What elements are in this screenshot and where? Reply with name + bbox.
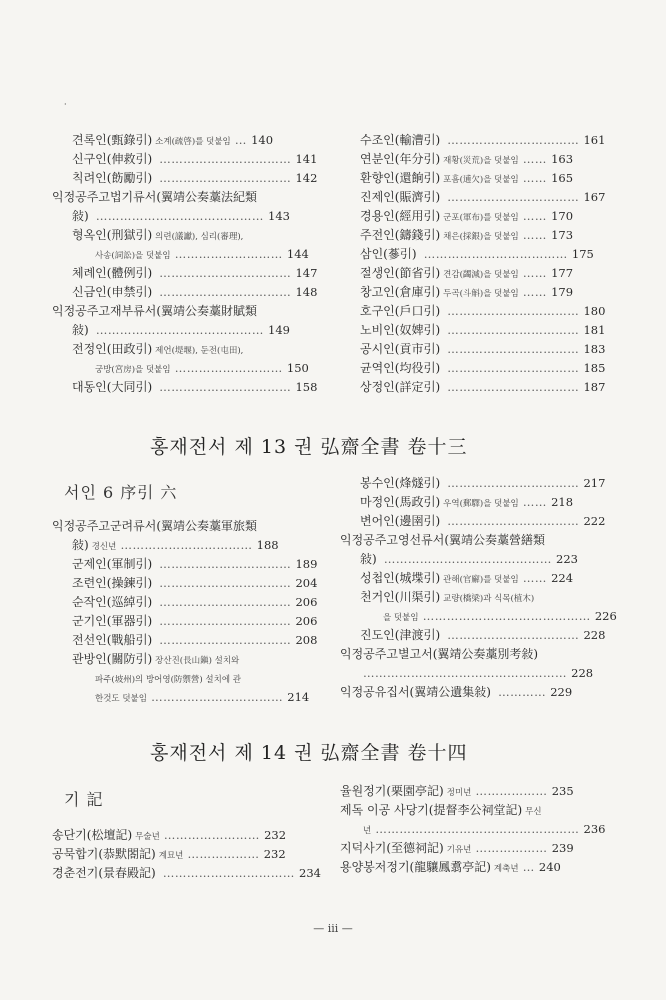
toc-entry: [360, 476, 606, 495]
toc-entry-pg: 141: [295, 152, 318, 166]
toc-entry-dots: ……………………………: [443, 342, 584, 356]
toc-entry: [340, 647, 588, 666]
toc-entry-note: 재황(災荒)을 덧붙임: [443, 156, 519, 166]
toc-entry-title: 익정공주고별고서(翼靖公奏藁別考敍): [340, 647, 539, 661]
toc-entry: [360, 285, 588, 304]
toc-entry-dots: ……………………………: [158, 866, 300, 880]
toc-entry-dots: …: [230, 133, 252, 147]
toc-entry-pg: 228: [583, 628, 606, 642]
toc-entry-title: 익정공주고법기류서(翼靖公奏藁法紀類: [52, 190, 258, 204]
toc-entry-dots: ……………………………………: [91, 323, 268, 337]
toc-entry-dots: ……: [518, 171, 552, 185]
toc-entry: [360, 571, 588, 590]
toc-entry: [360, 171, 588, 190]
toc-entry-dots: ……………………………: [155, 380, 296, 394]
toc-entry: [360, 495, 588, 514]
toc-entry-title: 敍): [72, 323, 89, 337]
toc-entry-title: 율원정기(栗園亭記): [340, 784, 444, 798]
toc-entry-dots: …………: [493, 685, 551, 699]
toc-entry: [72, 633, 318, 652]
toc-entry-pg: 204: [295, 576, 318, 590]
toc-entry: [72, 209, 300, 228]
toc-entry-dots: ……………………………………………: [371, 822, 584, 836]
toc-entry-dots: ……: [518, 571, 552, 585]
toc-entry-title: 지덕사기(至德祠記): [340, 841, 444, 855]
toc-entry-dots: ……………………: [159, 828, 265, 842]
toc-entry-title: 익정공주고군려류서(翼靖公奏藁軍旅類: [52, 519, 258, 533]
toc-entry-pg: 208: [295, 633, 318, 647]
toc-column-left-b: [52, 519, 318, 709]
toc-entry-pg: 189: [295, 557, 318, 571]
toc-entry-title: 용양봉저정기(龍驤鳳翥亭記): [340, 860, 491, 874]
toc-entry-dots: ……: [518, 495, 552, 509]
volume-13-heading: 홍재전서 제 13 권 弘齋全書 卷十三: [150, 436, 468, 458]
toc-entry-note: 경신년: [91, 542, 117, 552]
toc-entry-title: 경춘전기(景春殿記): [52, 866, 156, 880]
toc-entry-dots: ……………………………: [146, 690, 288, 704]
toc-entry-dots: ……………………………: [443, 514, 584, 528]
toc-entry-note: 장산진(長山鎭) 설치와: [155, 656, 240, 666]
toc-entry-note: 계묘년: [158, 851, 184, 861]
toc-entry-title: 敍): [72, 209, 89, 223]
toc-entry-title: 변어인(邊圉引): [360, 514, 441, 528]
toc-entry-pg: 223: [556, 552, 578, 566]
toc-entry-dots: ……………………………: [155, 152, 296, 166]
toc-entry-pg: 158: [295, 380, 318, 394]
toc-entry-title: 진도인(津渡引): [360, 628, 441, 642]
toc-entry-pg: 206: [295, 595, 318, 609]
toc-entry: [72, 652, 300, 671]
toc-entry-dots: ……………………………………: [418, 609, 595, 623]
toc-entry-dots: ……………………………: [155, 576, 296, 590]
toc-column-left-a: [52, 133, 318, 399]
toc-entry-note: 무신: [525, 807, 542, 817]
toc-entry-pg: 226: [594, 609, 617, 623]
toc-entry: [360, 590, 588, 609]
toc-entry-dots: ………………: [471, 784, 552, 798]
toc-entry-title: 호구인(戶口引): [360, 304, 441, 318]
toc-entry-pg: 187: [583, 380, 606, 394]
toc-entry-pg: 180: [583, 304, 606, 318]
toc-entry: [360, 228, 588, 247]
toc-entry: [340, 860, 588, 879]
toc-entry-pg: 218: [551, 495, 574, 509]
toc-entry-title: 조련인(操鍊引): [72, 576, 153, 590]
toc-entry-title: 창고인(倉庫引): [360, 285, 441, 299]
toc-entry-dots: ……: [518, 152, 552, 166]
toc-entry-dots: ……………………………: [155, 614, 296, 628]
toc-entry: [360, 304, 606, 323]
volume-13-subheading: 서인 6 序引 六: [64, 483, 178, 502]
toc-entry-title: 敍): [72, 538, 89, 552]
toc-entry: [72, 285, 318, 304]
toc-entry-title: 연분인(年分引): [360, 152, 441, 166]
toc-entry-pg: 224: [551, 571, 574, 585]
toc-entry: [92, 247, 309, 266]
toc-entry-dots: ……………………………: [443, 476, 584, 490]
toc-entry: [380, 609, 617, 628]
toc-entry-title: 신구인(伸救引): [72, 152, 153, 166]
toc-entry-title: 노비인(奴婢引): [360, 323, 441, 337]
toc-entry: [72, 595, 318, 614]
toc-entry-pg: 235: [551, 784, 574, 798]
toc-entry: [72, 614, 318, 633]
toc-entry-title: 견록인(甄錄引): [72, 133, 153, 147]
toc-entry-title: 주전인(鑄錢引): [360, 228, 441, 242]
toc-entry-dots: ……………………………: [116, 538, 257, 552]
toc-entry-note: 의련(議讞), 심리(審理),: [155, 232, 244, 242]
toc-entry-title: 군기인(軍器引): [72, 614, 153, 628]
toc-entry: [360, 666, 594, 685]
toc-entry: [340, 803, 588, 822]
toc-entry: [52, 847, 300, 866]
toc-entry-title: 삼인(蔘引): [360, 247, 417, 261]
toc-entry-note: 제언(堤堰), 둔전(屯田),: [155, 346, 244, 356]
toc-entry-dots: ……………………………: [443, 190, 584, 204]
toc-entry-title: 공묵합기(恭默閤記): [52, 847, 156, 861]
toc-entry-note: 견감(蠲減)을 덧붙임: [443, 270, 519, 280]
toc-entry-pg: 222: [583, 514, 606, 528]
toc-entry: [360, 514, 606, 533]
toc-entry-note: 두곡(斗斛)을 덧붙임: [443, 289, 519, 299]
stray-dot: ·: [64, 100, 67, 109]
toc-entry: [340, 685, 588, 704]
toc-entry: [72, 171, 318, 190]
toc-entry-dots: ………………: [183, 847, 264, 861]
toc-column-left-c: [52, 828, 321, 885]
toc-entry-pg: 217: [583, 476, 606, 490]
toc-entry-title: 익정공주고재부류서(翼靖公奏藁財賦類: [52, 304, 258, 318]
toc-entry-dots: ……………………………………: [91, 209, 268, 223]
toc-entry-pg: 142: [295, 171, 318, 185]
toc-entry: [360, 266, 588, 285]
toc-entry-dots: ……………………………………………: [363, 666, 572, 680]
toc-entry-title: 절생인(節省引): [360, 266, 441, 280]
toc-entry-title: 성첩인(城堞引): [360, 571, 441, 585]
toc-entry: [72, 380, 318, 399]
toc-entry-pg: 214: [287, 690, 310, 704]
toc-entry-pg: 167: [583, 190, 606, 204]
toc-entry: [72, 538, 300, 557]
toc-column-right-c: [340, 784, 606, 879]
toc-entry-note: 사송(詞訟)을 덧붙임: [95, 251, 171, 261]
toc-entry: [72, 152, 318, 171]
toc-entry-title: 송단기(松壇記): [52, 828, 133, 842]
toc-entry-note: 년: [363, 826, 372, 836]
toc-entry-title: 칙려인(飭勵引): [72, 171, 153, 185]
toc-entry-pg: 240: [538, 860, 561, 874]
toc-entry: [72, 266, 318, 285]
toc-entry-pg: 232: [264, 828, 287, 842]
toc-entry: [360, 822, 606, 841]
toc-entry-pg: 239: [551, 841, 574, 855]
toc-entry: [360, 552, 588, 571]
toc-entry-dots: ……………………………: [443, 323, 584, 337]
toc-entry-pg: 181: [583, 323, 606, 337]
toc-entry-title: 敍): [360, 552, 377, 566]
toc-entry-dots: ……………………………: [443, 628, 584, 642]
toc-entry-pg: 236: [583, 822, 606, 836]
toc-entry-pg: 147: [295, 266, 318, 280]
toc-entry-dots: ………………: [471, 841, 552, 855]
toc-entry-pg: 163: [551, 152, 574, 166]
toc-entry: [360, 323, 606, 342]
toc-entry-title: 익정공유집서(翼靖公遺集敍): [340, 685, 491, 699]
toc-entry: [72, 576, 318, 595]
toc-entry-dots: ……………………………: [155, 633, 296, 647]
toc-entry-note: 한것도 덧붙임: [95, 694, 147, 704]
toc-entry-title: 수조인(輸漕引): [360, 133, 441, 147]
toc-entry-dots: ………………………………: [419, 247, 572, 261]
toc-entry: [92, 690, 310, 709]
toc-entry-title: 천거인(川渠引): [360, 590, 441, 604]
toc-entry-pg: 234: [299, 866, 321, 880]
toc-entry-dots: ……………………………: [155, 266, 296, 280]
toc-entry-title: 상정인(詳定引): [360, 380, 441, 394]
toc-entry-pg: 148: [295, 285, 318, 299]
toc-entry: [72, 342, 300, 361]
toc-entry-note: 정미년: [446, 788, 472, 798]
toc-entry-dots: ……………………………: [443, 361, 584, 375]
toc-entry-note: 군포(軍布)를 덧붙임: [443, 213, 519, 223]
toc-entry-pg: 170: [551, 209, 574, 223]
toc-entry-pg: 185: [583, 361, 606, 375]
toc-entry: [92, 671, 300, 690]
toc-entry: [340, 841, 588, 860]
page-number: — iii —: [313, 922, 353, 935]
toc-entry-title: 균역인(均役引): [360, 361, 441, 375]
toc-entry-dots: ……………………………: [443, 304, 584, 318]
toc-entry: [52, 190, 300, 209]
toc-entry-note: 계축년: [493, 864, 519, 874]
toc-entry-pg: 173: [551, 228, 574, 242]
toc-entry-note: 우역(郵驛)을 덧붙임: [443, 499, 519, 509]
toc-entry-pg: 175: [571, 247, 594, 261]
toc-entry-note: 기유년: [446, 845, 472, 855]
toc-entry-title: 형옥인(刑獄引): [72, 228, 153, 242]
toc-entry-note: 파주(坡州)의 방어영(防禦營) 설치에 관: [95, 675, 241, 685]
toc-entry: [360, 209, 588, 228]
toc-entry-pg: 183: [583, 342, 606, 356]
toc-entry-dots: ……: [518, 209, 552, 223]
toc-entry: [52, 519, 300, 538]
toc-column-right-b: [340, 476, 617, 704]
toc-entry: [360, 628, 606, 647]
toc-entry-title: 환향인(還餉引): [360, 171, 441, 185]
toc-entry: [72, 323, 300, 342]
toc-entry: [360, 133, 606, 152]
toc-entry-pg: 140: [251, 133, 274, 147]
toc-entry: [52, 866, 321, 885]
toc-entry-title: 전선인(戰船引): [72, 633, 153, 647]
toc-entry-title: 봉수인(烽燧引): [360, 476, 441, 490]
toc-entry-note: 무술년: [135, 832, 160, 842]
toc-entry-title: 진제인(賑濟引): [360, 190, 441, 204]
toc-entry-title: 익정공주고영선류서(翼靖公奏藁營繕類: [340, 533, 546, 547]
toc-entry-dots: ……: [518, 228, 552, 242]
toc-entry: [92, 361, 309, 380]
toc-entry-pg: 188: [256, 538, 279, 552]
toc-entry: [360, 247, 594, 266]
toc-entry-dots: …: [518, 860, 539, 874]
toc-entry-pg: 179: [551, 285, 574, 299]
toc-entry-dots: ……………………………: [443, 133, 584, 147]
toc-entry-dots: ………………………: [170, 247, 287, 261]
toc-entry-title: 군제인(軍制引): [72, 557, 153, 571]
toc-entry-title: 관방인(關防引): [72, 652, 153, 666]
volume-14-heading: 홍재전서 제 14 권 弘齋全書 卷十四: [150, 742, 468, 764]
toc-entry-title: 전정인(田政引): [72, 342, 153, 356]
toc-entry-note: 포흠(逋欠)을 덧붙임: [443, 175, 519, 185]
toc-entry: [340, 533, 588, 552]
toc-entry: [52, 304, 300, 323]
toc-entry-note: 교량(橋梁)과 식목(植木): [443, 594, 535, 604]
toc-entry-note: 궁방(宮房)을 덧붙임: [95, 365, 171, 375]
toc-entry: [72, 133, 300, 152]
toc-entry: [52, 828, 300, 847]
toc-entry-pg: 228: [571, 666, 594, 680]
volume-14-subheading: 기 記: [64, 790, 104, 809]
toc-entry-dots: ……………………………: [443, 380, 584, 394]
toc-entry: [72, 228, 300, 247]
toc-entry: [360, 342, 606, 361]
toc-entry-title: 마정인(馬政引): [360, 495, 441, 509]
toc-entry-pg: 232: [263, 847, 286, 861]
toc-entry-pg: 177: [551, 266, 574, 280]
toc-entry-pg: 161: [583, 133, 606, 147]
toc-entry-note: 관해(官廨)를 덧붙임: [443, 575, 519, 585]
toc-entry-title: 대동인(大同引): [72, 380, 153, 394]
toc-entry-title: 제독 이공 사당기(提督李公祠堂記): [340, 803, 523, 817]
toc-entry-dots: ……………………………………: [379, 552, 556, 566]
toc-entry-pg: 206: [295, 614, 318, 628]
toc-entry-title: 순작인(巡綽引): [72, 595, 153, 609]
toc-entry-pg: 144: [286, 247, 309, 261]
toc-entry: [360, 152, 588, 171]
toc-entry-note: 소계(疏啓)를 덧붙임: [155, 137, 231, 147]
toc-entry-pg: 229: [550, 685, 573, 699]
toc-entry: [360, 361, 606, 380]
toc-entry: [72, 557, 318, 576]
toc-entry: [360, 190, 606, 209]
toc-entry-title: 체례인(體例引): [72, 266, 153, 280]
toc-column-right-a: [340, 133, 606, 399]
toc-entry-dots: ……………………………: [155, 557, 296, 571]
toc-entry-dots: ……………………………: [155, 171, 296, 185]
toc-entry-dots: ……: [518, 266, 552, 280]
toc-entry-dots: ………………………: [170, 361, 287, 375]
toc-entry-pg: 150: [286, 361, 309, 375]
toc-entry-title: 신금인(申禁引): [72, 285, 153, 299]
toc-entry-note: 채은(採銀)을 덧붙임: [443, 232, 519, 242]
toc-entry-pg: 165: [551, 171, 574, 185]
toc-entry-pg: 143: [268, 209, 290, 223]
toc-entry-title: 경용인(經用引): [360, 209, 441, 223]
toc-entry-pg: 149: [268, 323, 290, 337]
toc-entry: [340, 784, 588, 803]
toc-entry: [360, 380, 606, 399]
toc-entry-dots: ……: [518, 285, 552, 299]
toc-entry-dots: ……………………………: [155, 285, 296, 299]
toc-entry-note: 을 덧붙임: [383, 613, 419, 623]
toc-entry-title: 공시인(貢市引): [360, 342, 441, 356]
toc-entry-dots: ……………………………: [155, 595, 296, 609]
